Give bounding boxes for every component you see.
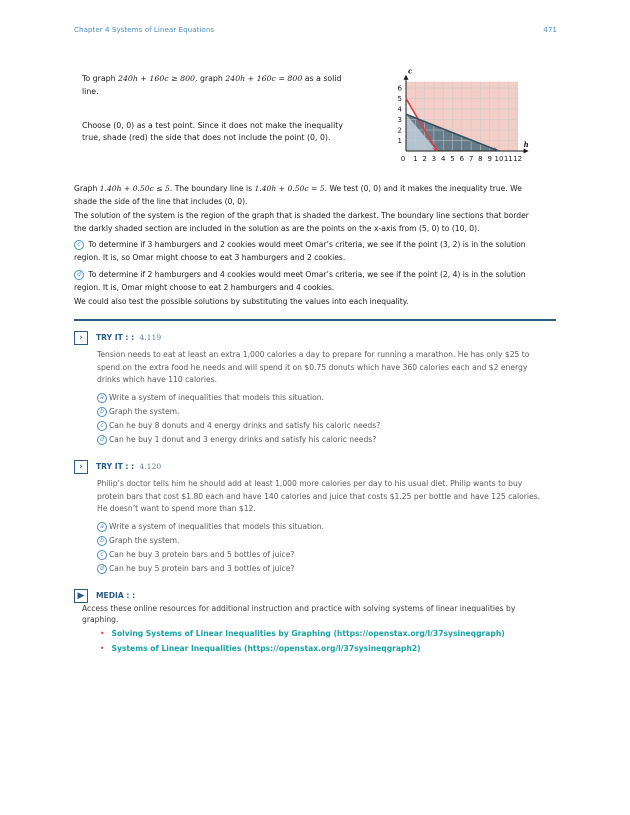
try-it-problem-text: Philip’s doctor tells him he should add at least 1,000 more calories per day to his usual diet. Philip wants to buy protein bars that cost $1.80 each and have 140 calories and juice that costs $1.25 per bottle and have 125 calories. He doesn’t want to spend more than $12. xyxy=(97,479,541,513)
x-tick-label: 6 xyxy=(459,155,465,163)
part-d-paragraph: d To determine if 2 hamburgers and 4 cookies would meet Omar’s criteria, we see if the point (2, 4) is in the solution region. It is, Omar might choose to eat 2 hamburgers and 4 cookies. xyxy=(74,270,526,292)
media-title: MEDIA : : xyxy=(96,591,136,600)
try-it-title: TRY IT : : 4.120 xyxy=(96,462,162,471)
media-play-icon: ▶ xyxy=(74,589,88,603)
solution-paragraph: The solution of the system is the region of the graph that is shaded the darkest. The boundary line sections that border the darkly shaded section are included in the solution as are the points on the x-axis from (5, 0) to (10, 0). xyxy=(74,211,529,233)
x-tick-label: 0 xyxy=(400,155,406,163)
inequality-graph xyxy=(390,66,560,168)
x-tick-label: 3 xyxy=(431,155,437,163)
try-it-title: TRY IT : : 4.119 xyxy=(96,333,162,342)
try-it-item: c Can he buy 3 protein bars and 5 bottles of juice? xyxy=(97,549,294,561)
x-tick-label: 9 xyxy=(487,155,492,163)
media-link-graphing[interactable]: • Solving Systems of Linear Inequalities by Graphing (https://openstax.org/l/37sysineqgraph) xyxy=(100,629,505,638)
media-description: Access these online resources for additional instruction and practice with solving systems of linear inequalities by graphing. xyxy=(82,604,516,624)
x-tick-label: 12 xyxy=(513,155,523,163)
test-point-text: Choose (0, 0) as a test point. Since it does not make the inequality true, shade (red) the side that does not include the point (0, 0). xyxy=(82,121,343,142)
substitute-paragraph: We could also test the possible solutions by substituting the values into each inequality. xyxy=(74,297,409,306)
x-tick-label: 4 xyxy=(440,155,446,163)
y-axis-label: c xyxy=(408,66,413,76)
chapter-header: Chapter 4 Systems of Linear Equations xyxy=(74,25,215,34)
y-tick-label: 2 xyxy=(397,126,402,135)
try-it-problem-text: Tension needs to eat at least an extra 1,000 calories a day to prepare for running a marathon. He has only $25 to spend on the extra food he needs and will spend it on $0.75 donuts which have 360 calories each and $2 energy drinks which have 110 calories. xyxy=(97,350,530,384)
graph-second-inequality: Graph 1.40h + 0.50c ≤ 5. The boundary line is 1.40h + 0.50c = 5. We test (0, 0) and it makes the inequality true. We shade the side of the line that includes (0, 0). xyxy=(74,184,522,206)
x-tick-label: 7 xyxy=(468,155,474,163)
part-c-paragraph: c To determine if 3 hamburgers and 2 cookies would meet Omar’s criteria, we see if the point (3, 2) is in the solution region. It is, so Omar might choose to eat 3 hamburgers and 2 cookies. xyxy=(74,240,526,262)
media-link-systems[interactable]: • Systems of Linear Inequalities (https://openstax.org/l/37sysineqgraph2) xyxy=(100,644,421,653)
part-c-marker: c xyxy=(74,240,84,250)
y-tick-label: 3 xyxy=(397,116,402,124)
graph-instruction: To graph 240h + 160c ≥ 800, graph 240h + 160c = 800 as a solid line. xyxy=(82,74,342,96)
try-it-item: d Can he buy 5 protein bars and 3 bottles of juice? xyxy=(97,563,294,575)
try-it-item: a Write a system of inequalities that models this situation. xyxy=(97,521,324,533)
try-it-item: a Write a system of inequalities that models this situation. xyxy=(97,392,324,404)
x-tick-label: 11 xyxy=(503,155,513,163)
x-tick-label: 5 xyxy=(450,155,455,163)
y-tick-label: 6 xyxy=(397,84,402,93)
x-axis-label: h xyxy=(523,140,529,149)
x-tick-label: 10 xyxy=(494,155,504,163)
part-d-marker: d xyxy=(74,270,84,280)
x-tick-label: 1 xyxy=(413,155,418,163)
section-divider xyxy=(74,319,556,321)
try-it-chevron-icon: › xyxy=(74,331,88,345)
y-tick-label: 4 xyxy=(397,105,402,114)
y-tick-label: 5 xyxy=(397,95,402,103)
x-tick-label: 8 xyxy=(478,155,483,163)
try-it-item: b Graph the system. xyxy=(97,406,179,418)
try-it-item: c Can he buy 8 donuts and 4 energy drinks and satisfy his caloric needs? xyxy=(97,420,380,432)
try-it-item: d Can he buy 1 donut and 3 energy drinks and satisfy his caloric needs? xyxy=(97,434,376,446)
page-number: 471 xyxy=(543,25,557,34)
try-it-chevron-icon: › xyxy=(74,460,88,474)
x-tick-label: 2 xyxy=(422,155,427,163)
y-tick-label: 1 xyxy=(397,137,402,145)
x-axis-arrow xyxy=(524,149,529,154)
try-it-item: b Graph the system. xyxy=(97,535,179,547)
